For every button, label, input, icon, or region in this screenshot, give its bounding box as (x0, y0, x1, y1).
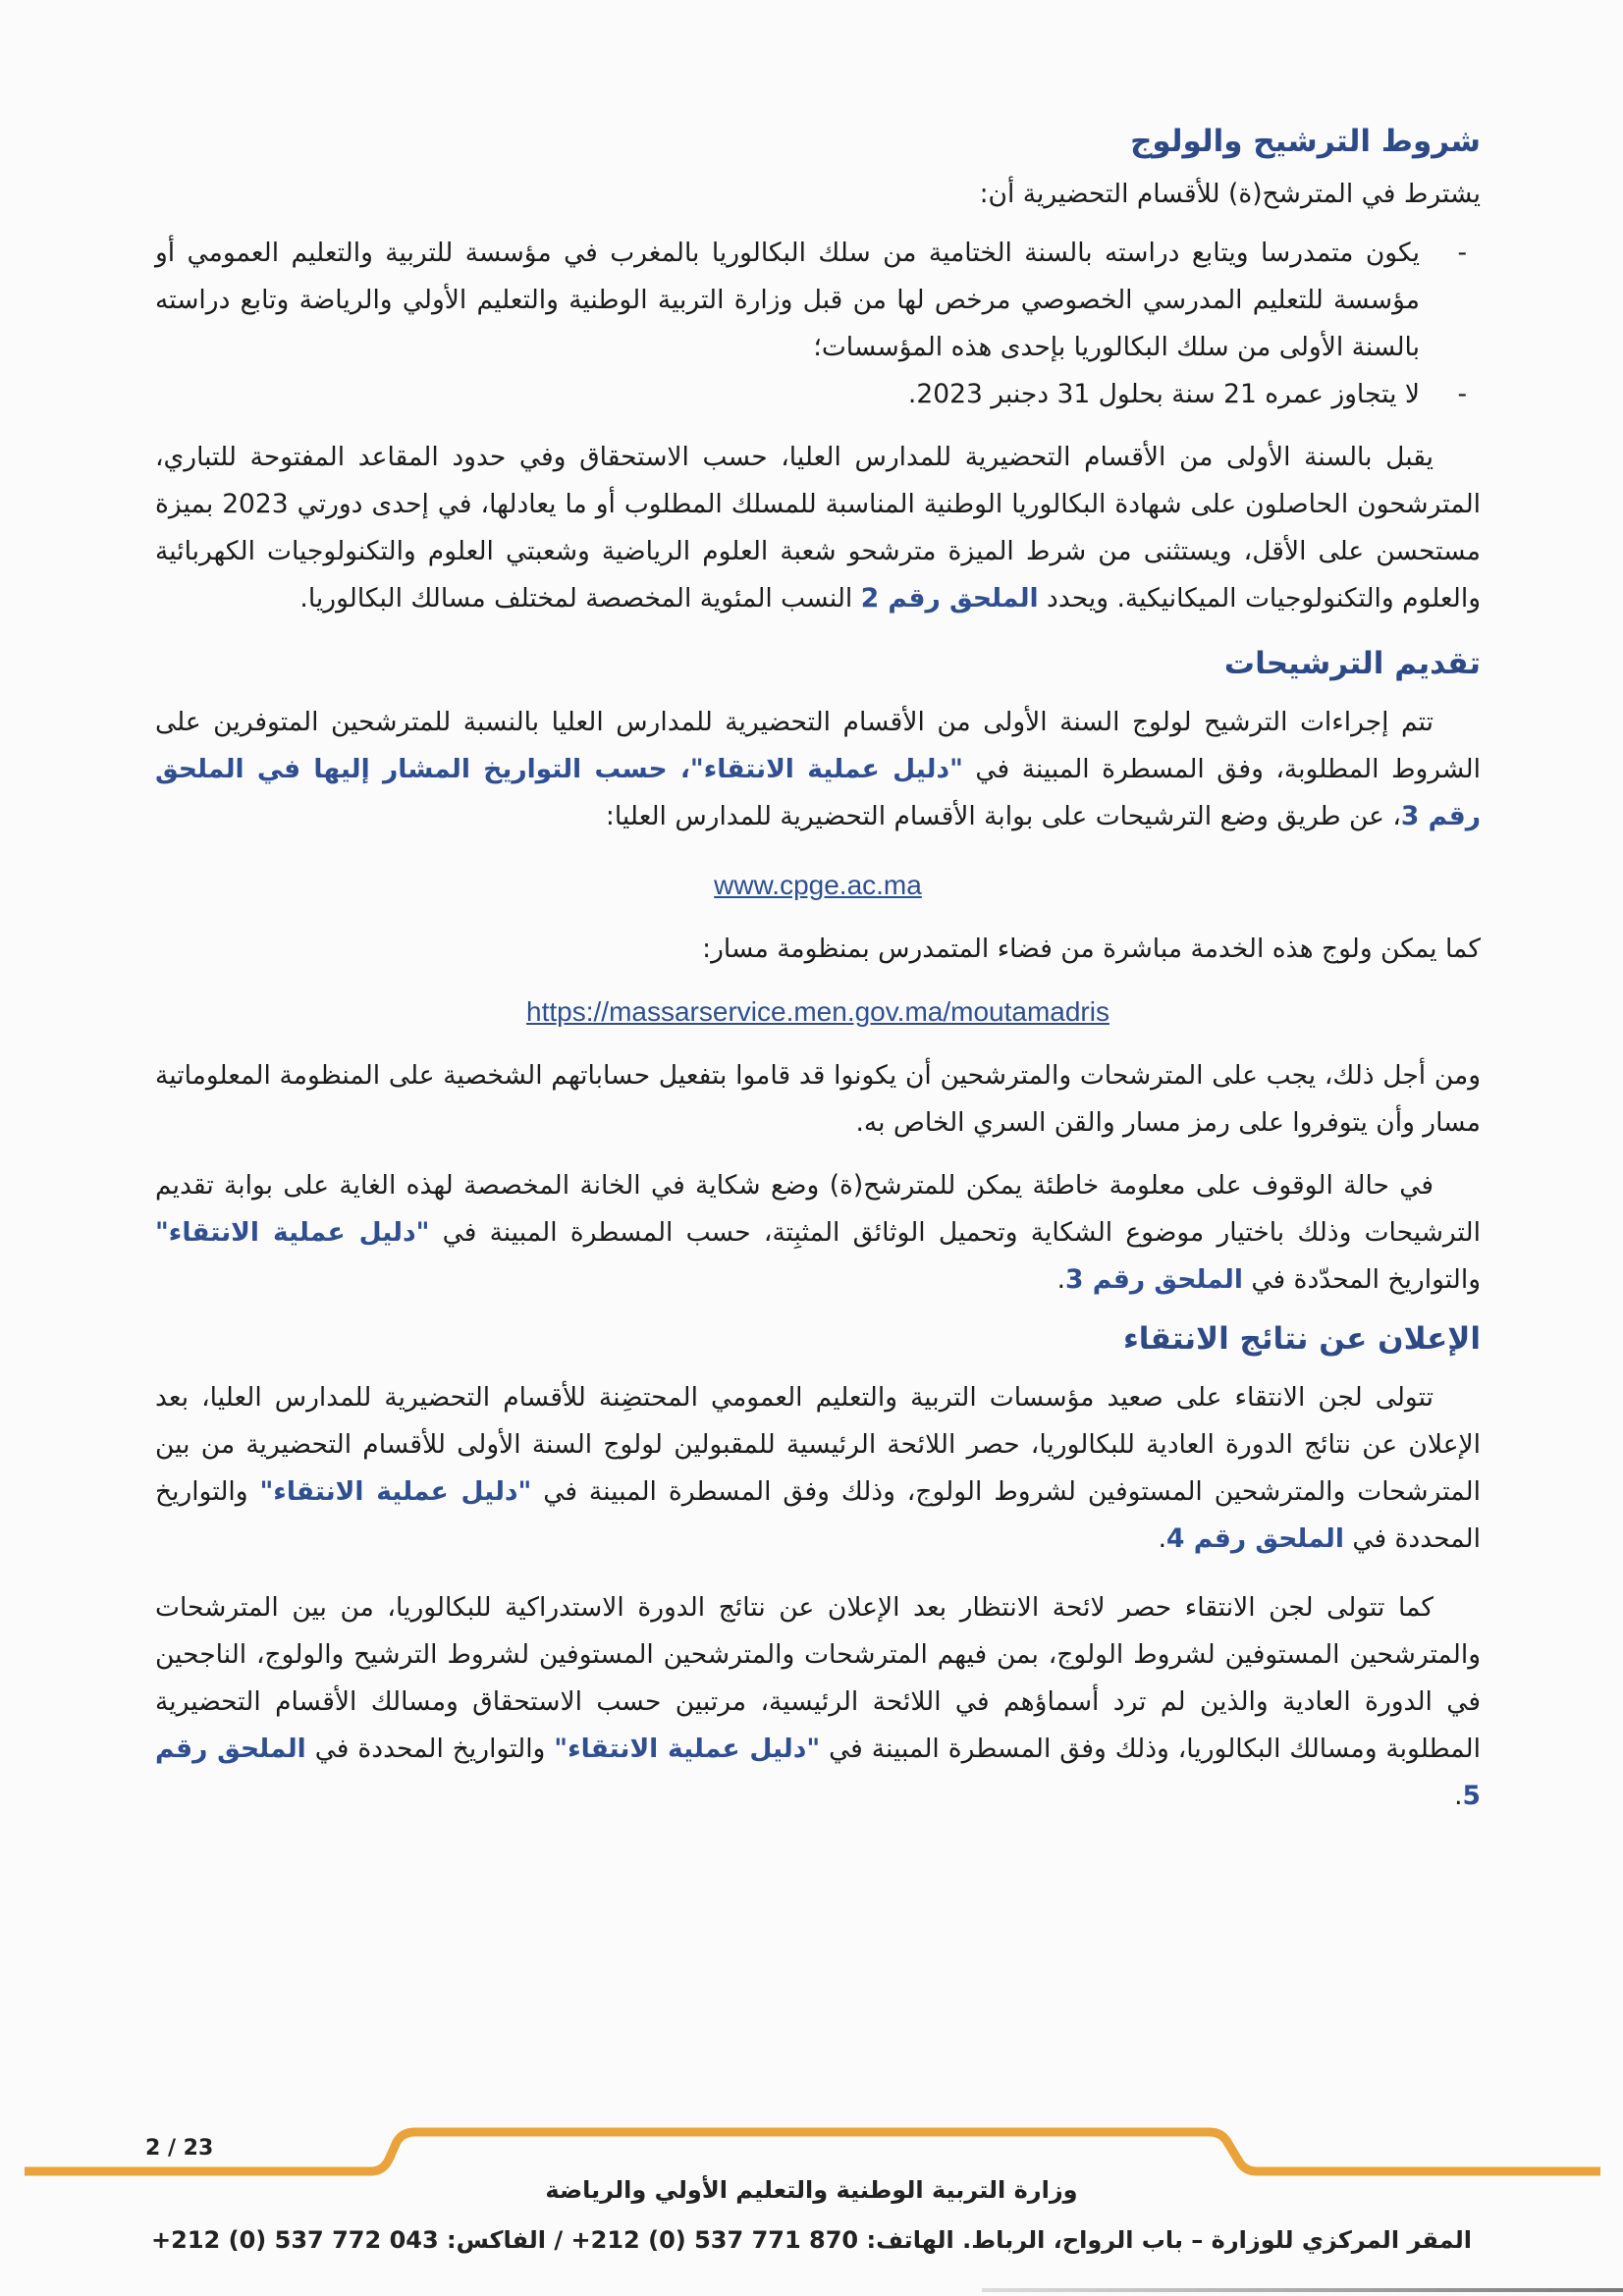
applications-paragraph-2: كما يمكن ولوج هذه الخدمة مباشرة من فضاء المتمدرس بمنظومة مسار: (702, 934, 1481, 964)
footer-line-path (25, 2132, 1600, 2171)
guide-reference: "دليل عملية الانتقاء" (259, 1476, 532, 1507)
paragraph-text: في حالة الوقوف على معلومة خاطئة يمكن للمترشح(ة) وضع شكاية في الخانة المخصصة لهذه الغاية على بوابة تقديم الترشيحات وذلك باختيار موضوع الشكاية وتحميل الوثائق المثبِتة، حسب المسطرة المبينة في (155, 1170, 1481, 1248)
paragraph-text: كما تتولى لجن الانتقاء حصر لائحة الانتظار بعد الإعلان عن نتائج الدورة الاستدراكية للبكالوريا، من بين المترشحات والمترشحين المستوفين لشروط الولوج، بمن فيهم المترشحات والمترشحين المستوفين لشروط الترشيح والولوج، الناجحين في الدورة العادية والذين لم ترد أسماؤهم في اللائحة الرئيسية، مرتبين حسب الاستحقاق ومسالك الأقسام التحضيرية المطلوبة ومسالك البكالوريا، وذلك وفق المسطرة المبينة في (155, 1592, 1481, 1764)
condition-text: يكون متمدرسا ويتابع دراسته بالسنة الختامية من سلك البكالوريا بالمغرب في مؤسسة للتربية والتعليم العمومي أو مؤسسة للتعليم المدرسي الخصوصي مرخص لها من قبل وزارة التربية الوطنية والتعليم الأولي والرياضة وتابع دراسته بالسنة الأولى من سلك البكالوريا بإحدى هذه المؤسسات؛ (155, 238, 1420, 362)
annex-reference: الملحق رقم 4 (1166, 1523, 1344, 1554)
massar-link-line (155, 988, 1481, 1037)
condition-item (155, 371, 1467, 418)
massar-service-link[interactable]: https://massarservice.men.gov.ma/moutamadris (526, 996, 1109, 1027)
ministry-name: وزارة التربية الوطنية والتعليم الأولي والرياضة (545, 2176, 1078, 2204)
paragraph-text: النسب المئوية المخصصة لمختلف مسالك البكالوريا. (299, 583, 861, 614)
paragraph-text: يقبل بالسنة الأولى من الأقسام التحضيرية للمدارس العليا، حسب الاستحقاق وفي حدود المقاعد المفتوحة للتباري، المترشحون الحاصلون على شهادة البكالوريا الوطنية المناسبة للمسلك المطلوب أو ما يعادلها، في إحدى دورتي 2023 بميزة مستحسن على الأقل، ويستثنى من شرط الميزة مترشحو شعبة العلوم الرياضية وشعبتي العلوم والتكنولوجيات الكهربائية والعلوم والتكنولوجيات الميكانيكية. ويحدد (155, 442, 1482, 614)
cpge-link-line (155, 862, 1481, 910)
scan-edge (982, 2288, 1623, 2292)
applications-paragraph-3: ومن أجل ذلك، يجب على المترشحات والمترشحين أن يكونوا قد قاموا بتفعيل حساباتهم الشخصية على المنظومة المعلوماتية مسار وأن يتوفروا على رمز مسار والقن السري الخاص به. (155, 1060, 1481, 1138)
annex-reference: الملحق رقم 2 (860, 583, 1039, 614)
conditions-lead: يشترط في المترشح(ة) للأقسام التحضيرية أن: (979, 179, 1481, 209)
results-paragraph-1 (155, 1374, 1481, 1563)
conditions-list (155, 230, 1481, 418)
annex-reference: الملحق رقم 5 (155, 1734, 1481, 1811)
paragraph-text: . (1056, 1264, 1066, 1295)
section-heading-conditions: شروط الترشيح والولوج (1130, 124, 1481, 159)
page-number: 2 / 23 (145, 2136, 214, 2161)
applications-paragraph-4 (155, 1162, 1481, 1304)
paragraph-text: . (1158, 1523, 1167, 1554)
guide-reference: "دليل عملية الانتقاء" (155, 1217, 430, 1248)
section-heading-applications: تقديم الترشيحات (1223, 646, 1481, 681)
paragraph-text: تتولى لجن الانتقاء على صعيد مؤسسات التربية والتعليم العمومي المحتضِنة للأقسام التحضيرية للمدارس العليا، بعد الإعلان عن نتائج الدورة العادية للبكالوريا، حصر اللائحة الرئيسية للمقبولين لولوج السنة الأولى للأقسام التحضيرية من بين المترشحات والمترشحين المستوفين لشروط الولوج، وذلك وفق المسطرة المبينة في (155, 1382, 1481, 1507)
paragraph-text: تتم إجراءات الترشيح لولوج السنة الأولى من الأقسام التحضيرية للمدارس العليا بالنسبة للمترشحين المتوفرين على الشروط المطلوبة، وفق المسطرة المبينة في (155, 707, 1481, 784)
guide-reference: "دليل عملية الانتقاء" (554, 1734, 821, 1764)
paragraph-text: ، عن طريق وضع الترشيحات على بوابة الأقسام التحضيرية للمدارس العليا: (605, 801, 1401, 831)
bullet-dash: - (1457, 238, 1467, 268)
guide-reference: "دليل عملية الانتقاء"، حسب التواريخ المشار إليها في الملحق رقم 3 (155, 754, 1481, 831)
paragraph-text: والتواريخ المحددة في (305, 1734, 555, 1764)
paragraph-text: والتواريخ المحددة في (155, 1476, 1481, 1554)
applications-paragraph-1 (155, 699, 1481, 840)
bullet-dash: - (1457, 379, 1467, 409)
cpge-portal-link[interactable]: www.cpge.ac.ma (714, 870, 922, 900)
condition-text: لا يتجاوز عمره 21 سنة بحلول 31 دجنبر 2023. (907, 379, 1420, 409)
conditions-paragraph (155, 434, 1481, 622)
paragraph-text: والتواريخ المحدّدة في (1242, 1264, 1481, 1295)
ministry-address: المقر المركزي للوزارة – باب الرواح، الرباط. الهاتف: 870 771 537 (0) 212+ / الفاكس: 043 772 537 (0) 212+ (151, 2226, 1472, 2254)
page-content (155, 116, 1481, 1820)
paragraph-text: . (1454, 1781, 1463, 1811)
section-heading-results: الإعلان عن نتائج الانتقاء (1122, 1321, 1481, 1357)
results-paragraph-2 (155, 1584, 1481, 1820)
annex-reference: الملحق رقم 3 (1065, 1264, 1243, 1295)
condition-item (155, 230, 1467, 371)
